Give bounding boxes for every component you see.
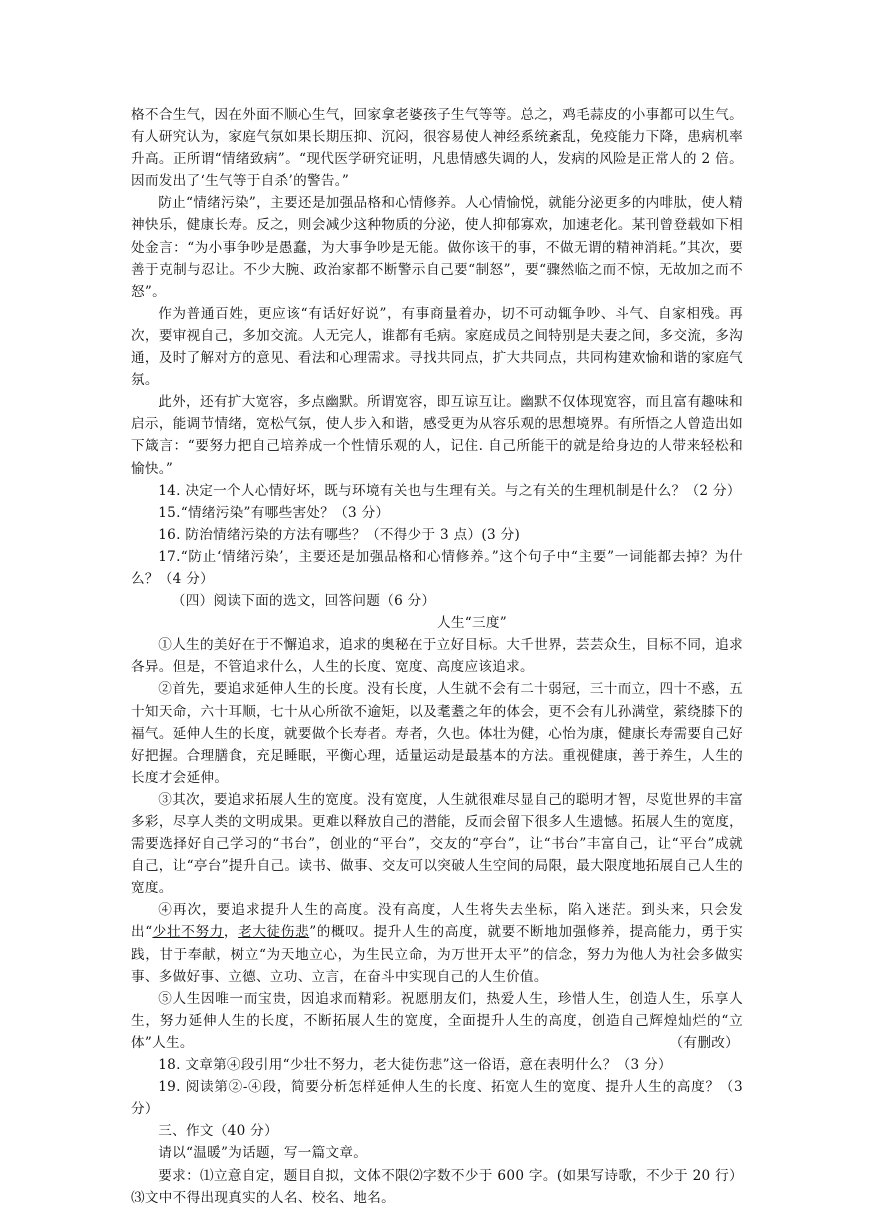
passage-paragraph: 作为普通百姓，更应该“有话好好说”，有事商量着办，切不可动辄争吵、斗气、自家相残。再次，要审视自己，多加交流。人无完人，谁都有毛病。家庭成员之间特别是夫妻之间，多交流，多沟通，及时了解对方的意见、看法和心理需求。寻找共同点，扩大共同点，共同构建欢愉和谐的家庭气氛。 <box>131 305 743 389</box>
essay-paragraph <box>131 988 743 1054</box>
text-run: ⑤人生因唯一而宝贵，因追求而精彩。祝愿朋友们，热爱人生，珍惜人生，创造人生，乐享人生，努力延伸人生的长度，不断拓展人生的宽度，全面提升人生的高度，创造自己辉煌灿烂的“立体”人生。 <box>131 990 743 1051</box>
essay-paragraph <box>131 899 743 987</box>
question-17: 17.“防止‘情绪污染’，主要还是加强品格和心情修养。”这个句子中“主要”一词能都去掉？为什么？（4 分） <box>131 548 743 587</box>
text-run: ， <box>223 924 239 941</box>
section-heading: （四）阅读下面的选文，回答问题（6 分） <box>171 593 436 610</box>
composition-heading: 三、作文（40 分） <box>158 1123 278 1140</box>
text-run: ④再次，要追求提升人生的高度。没有高度，人生将失去坐标，陷入迷茫。到头来，只会发出“ <box>131 902 743 941</box>
text-run: ”的概叹。提升人生的高度，就要不断地加强修养，提高能力，勇于实践，甘于奉献，树立“为天地立心，为生民立命，为万世开太平”的信念，努力为他人为社会多做实事、多做好事、立德、立功、立言，在奋斗中实现自己的人生价值。 <box>131 924 743 985</box>
composition-requirements: 要求：⑴立意自定，题目自拟，文体不限⑵字数不少于 600 字。(如果写诗歌，不少于 20 行）⑶文中不得出现真实的人名、校名、地名。 <box>131 1167 743 1206</box>
composition-prompt: 请以“温暖”为话题，写一篇文章。 <box>158 1145 368 1162</box>
essay-title: 人生“三度” <box>436 615 508 632</box>
question-18: 18. 文章第④段引用“少壮不努力，老大徒伤悲”这一俗语，意在表明什么？（3 分） <box>158 1057 672 1074</box>
document-page <box>131 104 743 1209</box>
essay-paragraph: ③其次，要追求拓展人生的宽度。没有宽度，人生就很难尽显自己的聪明才智，尽览世界的丰富多彩，尽享人类的文明成果。更难以释放自己的潜能，反而会留下很多人生遗憾。拓展人生的宽度，需要选择好自己学习的“书台”，创业的“平台”，交友的“亭台”，让“书台”丰富自己，让“平台”成就自己，让“亭台”提升自己。读书、做事、交友可以突破人生空间的局限，最大限度地拓展自己人生的宽度。 <box>131 791 743 897</box>
underlined-proverb: 少壮不努力 <box>152 924 224 941</box>
question-15: 15.“情绪污染”有哪些害处？（3 分） <box>158 504 390 521</box>
question-16: 16. 防治情绪污染的方法有哪些？（不得少于 3 点）(3 分) <box>158 526 521 543</box>
edit-note: （有删改） <box>669 1034 739 1051</box>
passage-paragraph: 格不合生气，因在外面不顺心生气，回家拿老婆孩子生气等等。总之，鸡毛蒜皮的小事都可以生气。有人研究认为，家庭气氛如果长期压抑、沉闷，很容易使人神经系统紊乱，免疫能力下降，患病机率升高。正所谓“情绪致病”。“现代医学研究证明，凡患情感失调的人，发病的风险是正常人的 2 倍。因而发出了‘生气等于自杀’的警告。” <box>131 107 743 190</box>
passage-paragraph: 防止“情绪污染”，主要还是加强品格和心情修养。人心情愉悦，就能分泌更多的内啡肽，使人精神快乐，健康长寿。反之，则会减少这种物质的分泌，使人抑郁寡欢，加速老化。某刊曾登载如下相处金言：“为小事争吵是愚蠢，为大事争吵是无能。做你该干的事，不做无谓的精神消耗。”其次，要善于克制与忍让。不少大腕、政治家都不断警示自己要“制怒”，要“骤然临之而不惊，无故加之而不怒”。 <box>131 195 743 300</box>
underlined-proverb: 老大徒伤悲 <box>238 924 310 941</box>
passage-paragraph: 此外，还有扩大宽容，多点幽默。所谓宽容，即互谅互让。幽默不仅体现宽容，而且富有趣味和启示，能调节情绪，宽松气氛，使人步入和谐，感受更为从容乐观的思想境界。有所悟之人曾造出如下箴言：“要努力把自己培养成一个性情乐观的人，记住. 自己所能干的就是给身边的人带来轻松和愉快。” <box>131 394 743 477</box>
question-19: 19. 阅读第②-④段，简要分析怎样延伸人生的长度、拓宽人生的宽度、提升人生的高度？（3 分） <box>131 1079 743 1118</box>
question-14: 14. 决定一个人心情好坏，既与环境有关也与生理有关。与之有关的生理机制是什么？（2 分） <box>158 482 741 499</box>
essay-paragraph: ②首先，要追求延伸人生的长度。没有长度，人生就不会有二十弱冠，三十而立，四十不惑，五十知天命，六十耳顺，七十从心所欲不逾矩，以及耄耋之年的体会，更不会有儿孙满堂，萦绕膝下的福气。延伸人生的长度，就要做个长寿者。寿者，久也。体壮为健，心怡为康，健康长寿需要自己好好把握。合理膳食，充足睡眠，平衡心理，适量运动是最基本的方法。重视健康，善于养生，人生的长度才会延伸。 <box>131 681 743 786</box>
essay-paragraph: ①人生的美好在于不懈追求，追求的奥秘在于立好目标。大千世界，芸芸众生，目标不同，追求各异。但是，不管追求什么，人生的长度、宽度、高度应该追求。 <box>131 637 743 676</box>
